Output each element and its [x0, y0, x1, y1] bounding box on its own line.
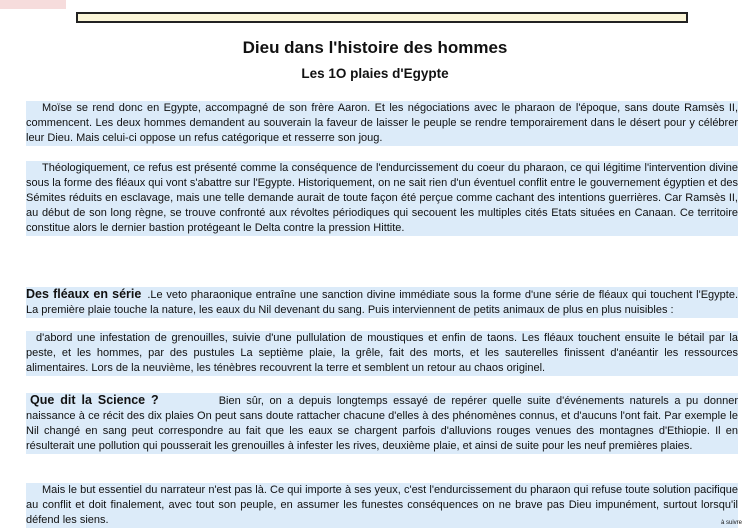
corner-tab	[0, 0, 66, 9]
paragraph-1: Moïse se rend donc en Egypte, accompagné de son frère Aaron. Et les négociations avec le pharaon de l'époque, sans doute Ramsès II, commencent. Les deux hommes demandent au souverain la faveur de laisser le peuple se rendre temporairement dans le désert pour y célébrer leur Dieu. Mais celui-ci oppose un refus catégorique et resserre son joug.	[26, 102, 738, 144]
paragraph-2: Théologiquement, ce refus est présenté comme la conséquence de l'endurcissement du coeur du pharaon, ce qui légitime l'intervention divine sous la forme des fléaux qui vont s'abattre sur l'Egypte. Historiquement, on ne sait rien d'un éventuel conflit entre le gouvernement égyptien et des Sémites réduits en esclavage, mais une telle demande aurait de toute façon été perçue comme cachant des intentions guerrières. Car Ramsès II, au début de son long règne, se trouve confronté aux révoltes périodiques qui secouent les multiples cités Etats situées en Canaan. Ce territoire constitue alors le dernier bastion protégeant le Delta contre la pression Hittite.	[26, 162, 738, 234]
header-bar	[76, 12, 688, 23]
paragraph-4: d'abord une infestation de grenouilles, suivie d'une pullulation de moustiques et enfin de taons. Les fléaux touchent ensuite le bétail par la peste, et les hommes, par des pustules La septième plaie, la grêle, fait des morts, et les sauterelles finissent d'anéantir les ressources alimentaires. Lors de la neuvième, les ténèbres recouvrent la terre et semblent un retour au chaos originel.	[26, 332, 738, 374]
section-heading-fleaux: Des fléaux en série	[26, 287, 142, 301]
page-title: Dieu dans l'histoire des hommes	[242, 38, 508, 57]
section-heading-science: Que dit la Science ?	[30, 393, 159, 407]
paragraph-5	[26, 393, 738, 454]
paragraph-5-body: Bien sûr, on a depuis longtemps essayé de repérer quelle suite d'événements naturels a pu donner naissance à ce récit des dix plaies On peut sans doute rattacher chacune d'elles à des phénomènes connus, et d'aucuns l'ont fait. Par exemple le Nil changé en sang peut correspondre au fait que les eaux se chargent parfois d'alluvions rouges venues des montagnes d'Ethiopie. Il en résulterait une pollution qui pousserait les grenouilles à infester les rives, deuxième plaie, et ainsi de suite pour les neuf premières plaies.	[26, 395, 738, 452]
paragraph-3	[26, 287, 738, 318]
paragraph-6: Mais le but essentiel du narrateur n'est pas là. Ce qui importe à ses yeux, c'est l'endurcissement du pharaon qui refuse toute solution pacifique au conflit et doit finalement, avec tout son peuple, en assumer les funestes conséquences on ne brave pas Dieu impunément, surtout lorsqu'il défend les siens.	[26, 484, 738, 526]
paragraph-3-body: .Le veto pharaonique entraîne une sanction divine immédiate sous la forme d'une série de fléaux qui touchent l'Egypte. La première plaie touche la nature, les eaux du Nil devenant du sang. Puis interviennent de petits animaux de plus en plus nuisibles :	[26, 289, 739, 316]
continue-note: à suivre	[720, 520, 742, 526]
page-subtitle: Les 1O plaies d'Egypte	[301, 66, 449, 81]
